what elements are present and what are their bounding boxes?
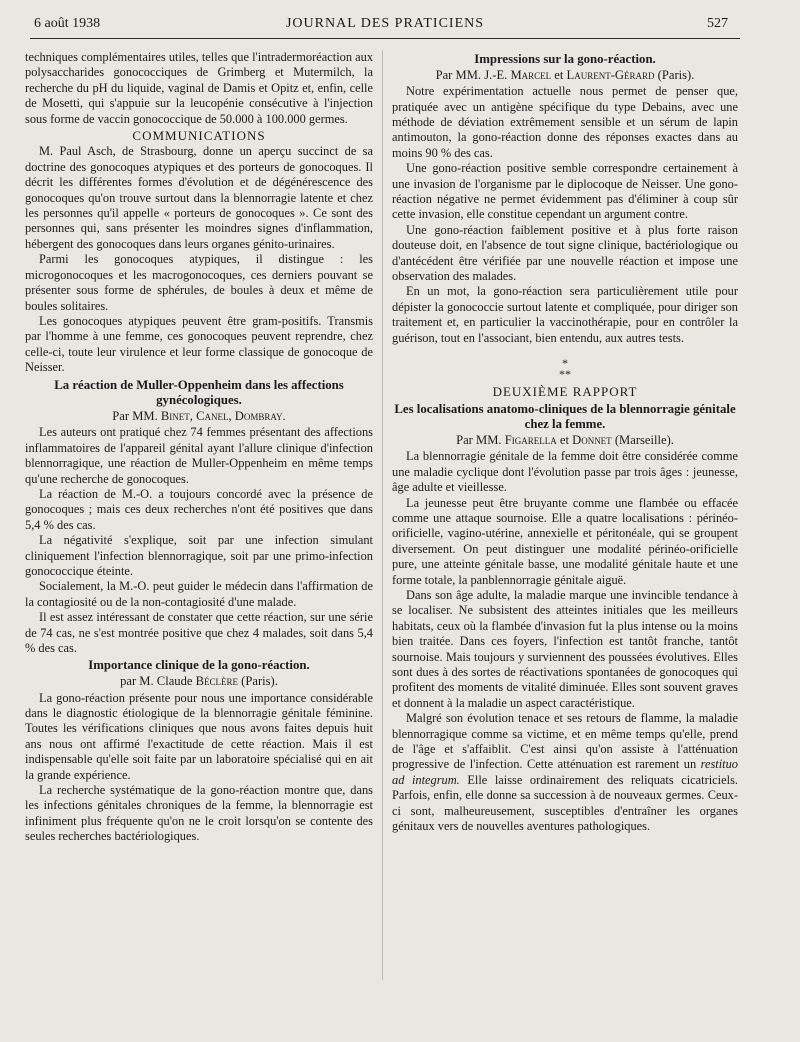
byline-conjunction: et: [551, 67, 567, 82]
column-divider: [382, 50, 383, 980]
article-title-gono-reaction-importance: Importance clinique de la gono-réaction.: [88, 658, 310, 673]
localisations-paragraph-3: Dans son âge adulte, la maladie marque une invincible tendance à se localiser. Ne subsistent des atteintes initiales que les meilleurs habitats, ceux où la flambée d'invasion fut la plus intense ou la moins bien traitée. Dans ces foyers, l'infection est tantôt franche, tantôt sournoise. Mais toujours y surviennent des poussées évolutives. Elles sont dues à des sortes de réactivations spontanées de gonocoques qui profitent des moments de vitalité diminuée. Elles sont souvent graves et donnent à la maladie un aspect caractéristique.: [392, 587, 738, 710]
byline-author-2: Donnet: [572, 432, 612, 447]
paragraph-text-end: Elle laisse ordinairement des reliquats cicatriciels. Parfois, enfin, elle donne sa succession à de nouveaux germes. Ceux-ci sont, malheureusement, susceptibles d'entraîner les organes génitaux vers de nouvelles aventures pathologiques.: [392, 772, 738, 834]
localisations-paragraph-2: La jeunesse peut être bruyante comme une flambée ou effacée comme une attaque sournoise. Elle a quatre localisations : périnéo-orificielle, vagino-utérine, annexielle et péritonéale, qui se groupent diversement. On peut distinguer une modalité périnéo-orificielle pure, une atteinte génitale basse, une modalité génitale haute et une forme totale, la panblennorragie génitale aiguë.: [392, 495, 738, 587]
latin-phrase: restituo ad integrum.: [392, 757, 738, 787]
byline-author-1: Marcel: [510, 67, 552, 82]
header-page-number: 527: [707, 16, 728, 31]
impressions-paragraph-1: Notre expérimentation actuelle nous permet de penser que, pratiquée avec un antigène spécifique du type Debains, avec une méthode de déviation extrêmement sensible et un sérum de lapin antimouton, la gono-réaction donne des réponses exactes dans au moins 90 % des cas.: [392, 84, 738, 160]
localisations-paragraph-4: [392, 711, 738, 834]
localisations-paragraph-1: La blennorragie génitale de la femme doit être considérée comme une maladie cyclique dont l'évolution passe par trois âges : jeunesse, âge adulte et vieillesse.: [392, 449, 738, 495]
article-byline-muller-oppenheim: [25, 409, 373, 425]
impressions-paragraph-2: Une gono-réaction positive semble correspondre certainement à une invasion de l'organisme par le diplocoque de Neisser. Une gono-réaction négative ne permet évidemment pas d'éliminer à coup sûr cette invasion, elle constitue cependant un argument contre.: [392, 161, 738, 222]
muller-paragraph-3: La négativité s'explique, soit par une infection simulant cliniquement l'infection blennorragique, soit par une primo-infection gonococcique éteinte.: [25, 533, 373, 578]
asch-paragraph-1: M. Paul Asch, de Strasbourg, donne un aperçu succinct de sa doctrine des gonocoques atypiques et des porteurs de gonocoques. Il décrit les différentes formes d'évolution et de dégénérescence des gonocoques qu'on trouve surtout dans la blennorragie latente et chez les personnes qu'il appelle « porteurs de gonocoques ». Ce sont des personnes qui, sans présenter les moindres signes d'inflammation, hébergent des gonocoques dans leurs organes génito-urinaires.: [25, 144, 373, 251]
beclere-paragraph-1: La gono-réaction présente pour nous une importance considérable dans le diagnostic étiologique de la blennorragie génitale féminine. Toutes les vérifications cliniques que nous avons faites depuis huit ans nous ont affirmé l'exactitude de cette réaction. Mais il est indispensable qu'elle soit faite par un laboratoire spécialisé qui en ait la grande expérience.: [25, 690, 373, 782]
muller-paragraph-4: Socialement, la M.-O. peut guider le médecin dans l'affirmation de la contagiosité ou de la non-contagiosité d'une malade.: [25, 579, 373, 609]
byline-author: Béclère: [195, 674, 239, 688]
paragraph-text-start: Malgré son évolution tenace et ses retours de flamme, la maladie blennorragique comme sa victime, et en même temps qu'elle, prend de l'âge et s'affaiblit. C'est ainsi qu'on assiste à l'atténuation progressive de l'infection. Cette atténuation est rarement un: [392, 711, 738, 772]
byline-conjunction: et: [556, 432, 573, 447]
byline-suffix: (Paris).: [654, 67, 695, 82]
right-column: [392, 50, 738, 834]
byline-author-1: Figarella: [504, 432, 557, 447]
intro-paragraph: techniques complémentaires utiles, telles que l'intradermoréaction aux polysaccharides gonococciques de Grimberg et Mutermilch, la recherche du pH du liquide, vaginal de Damis et Opitz et, enfin, celle de Mosetti, qui s'appuie sur la leucopénie consécutive à l'injection sous forme de vaccin gonococcique de 50.000 à 100.000 germes.: [25, 50, 374, 126]
article-byline-beclere: [25, 674, 373, 690]
impressions-paragraph-3: Une gono-réaction faiblement positive et à plus forte raison douteuse doit, en l'absence de tout signe clinique, bactériologique ou d'antécédent être vérifiée par une nouvelle réaction et impose une observation des malades.: [392, 222, 738, 284]
byline-author-2: Laurent-Gérard: [566, 67, 655, 82]
byline-authors: Binet, Canel, Dombray.: [160, 408, 286, 423]
beclere-paragraph-2: La recherche systématique de la gono-réaction montre que, dans les infections génitales chroniques de la femme, la blennorragie est infiniment plus fréquente qu'on ne le croit lorsqu'on se contente des seules recherches bactériologiques.: [25, 783, 373, 844]
section-title-deuxieme-rapport: DEUXIÈME RAPPORT: [492, 384, 638, 400]
byline-suffix: (Paris).: [238, 674, 278, 688]
page-header: [30, 12, 740, 39]
header-date: 6 août 1938: [34, 16, 101, 31]
byline-prefix: Par MM.: [456, 432, 505, 447]
asch-paragraph-2: Parmi les gonocoques atypiques, il distingue : les microgonocoques et les macrogonocoques, ces derniers pouvant se présenter sous forme de sphérules, de boules à deux et même de boules solitaires.: [25, 252, 373, 313]
asterisk-bottom: **: [559, 367, 571, 382]
asch-paragraph-3: Les gonocoques atypiques peuvent être gram-positifs. Transmis par l'homme à une femme, ces gonocoques peuvent reprendre, chez celle-ci, toute leur virulence et leur forme classique de gonocoque de Neisser.: [25, 313, 373, 375]
article-byline-marcel: [392, 68, 738, 84]
byline-prefix: Par MM. J.-E.: [435, 67, 511, 82]
muller-paragraph-1: Les auteurs ont pratiqué chez 74 femmes présentant des affections inflammatoires de l'appareil génital ayant l'allure clinique d'infection blennorragique, une réaction de Muller-Oppenheim en même temps qu'une recherche de gonocoques.: [25, 425, 373, 486]
byline-suffix: (Marseille).: [611, 432, 674, 447]
section-title-communications: COMMUNICATIONS: [132, 128, 266, 144]
article-title-impressions: Impressions sur la gono-réaction.: [474, 52, 656, 66]
left-column: [25, 50, 373, 845]
impressions-paragraph-4: En un mot, la gono-réaction sera particulièrement utile pour dépister la gonococcie surtout latente et compliquée, pour diriger son traitement et, en particulier la vaccinothérapie, pour en contrôler la guérison, tout en l'associant, bien entendu, aux autres tests.: [392, 284, 738, 345]
asterisk-top: *: [562, 356, 568, 371]
article-byline-figarella: [392, 433, 738, 449]
byline-prefix: Par MM.: [112, 408, 161, 423]
article-title-muller-oppenheim: La réaction de Muller-Oppenheim dans les affections gynécologiques.: [54, 377, 344, 408]
muller-paragraph-2: La réaction de M.-O. a toujours concordé avec la présence de gonocoques ; mais ces deux recherches n'ont été positives que dans 5,4 % des cas.: [25, 486, 373, 532]
section-separator-asterisks: [392, 358, 738, 380]
article-title-localisations: Les localisations anatomo-cliniques de la blennorragie génitale chez la femme.: [394, 401, 736, 432]
muller-paragraph-5: Il est assez intéressant de constater que cette réaction, sur une série de 74 cas, ne s'est montrée positive que chez 4 malades, soit dans 5,4 % des cas.: [25, 610, 373, 655]
header-journal-title: JOURNAL DES PRATICIENS: [285, 16, 485, 31]
byline-prefix: par M. Claude: [120, 674, 196, 688]
